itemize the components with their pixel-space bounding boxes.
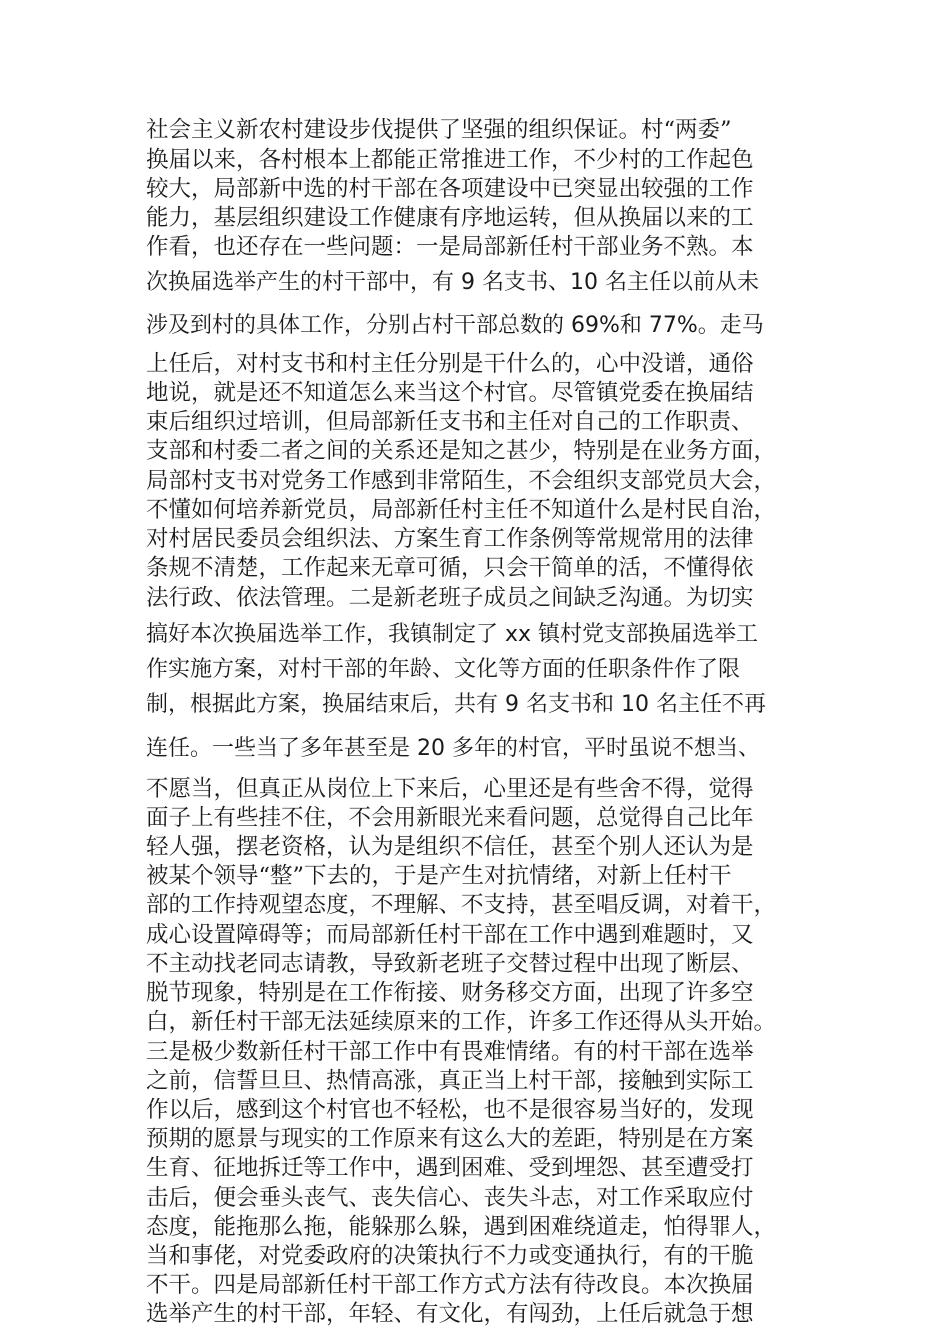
text-line: 作实施方案，对村干部的年龄、文化等方面的任职条件作了限 [146,657,741,682]
text-line: 局部村支书对党务工作感到非常陌生，不会组织支部党员大会， [146,468,777,494]
text-line: 作以后，感到这个村官也不轻松，也不是很容易当好的，发现 [146,1097,754,1123]
text-line: 击后，便会垂头丧气、丧失信心、丧失斗志，对工作采取应付 [146,1185,754,1211]
text-line: 制，根据此方案，换届结束后，共有 9 名支书和 10 名主任不再 [146,692,766,717]
text-line: 预期的愿景与现实的工作原来有这么大的差距，特别是在方案 [146,1126,754,1152]
text-line: 不主动找老同志请教，导致新老班子交替过程中出现了断层、 [146,951,754,977]
text-line: 换届以来，各村根本上都能正常推进工作，不少村的工作起色 [146,147,754,173]
text-line: 涉及到村的具体工作，分别占村干部总数的 69%和 77%。走马 [146,313,764,338]
text-line: 轻人强，摆老资格，认为是组织不信任，甚至个别人还认为是 [146,834,754,860]
text-line: 脱节现象，特别是在工作衔接、财务移交方面，出现了许多空 [146,980,754,1006]
text-line: 态度，能拖那么拖，能躲那么躲，遇到困难绕道走，怕得罪人， [146,1214,777,1240]
text-line: 上任后，对村支书和村主任分别是干什么的，心中没谱，通俗 [146,351,754,377]
text-line: 对村居民委员会组织法、方案生育工作条例等常规常用的法律 [146,526,754,552]
text-line: 搞好本次换届选举工作，我镇制定了 xx 镇村党支部换届选举工 [146,622,759,647]
text-line: 次换届选举产生的村干部中，有 9 名支书、10 名主任以前从未 [146,270,759,295]
text-line: 面子上有些挂不住，不会用新眼光来看问题，总觉得自己比年 [146,805,754,831]
text-line: 不懂如何培养新党员，局部新任村主任不知道什么是村民自治， [146,497,777,523]
text-line: 之前，信誓旦旦、热情高涨，真正当上村干部，接触到实际工 [146,1068,754,1094]
text-line: 生育、征地拆迁等工作中，遇到困难、受到埋怨、甚至遭受打 [146,1155,754,1181]
text-line: 支部和村委二者之间的关系还是知之甚少，特别是在业务方面， [146,438,777,464]
text-line: 不干。四是局部新任村干部工作方式方法有待改良。本次换届 [146,1272,754,1298]
text-line: 社会主义新农村建设步伐提供了坚强的组织保证。村“两委” [146,117,732,143]
text-line: 地说，就是还不知道怎么来当这个村官。尽管镇党委在换届结 [146,380,754,406]
text-line: 连任。一些当了多年甚至是 20 多年的村官，平时虽说不想当、 [146,736,760,761]
text-line: 能力，基层组织建设工作健康有序地运转，但从换届以来的工 [146,205,754,231]
text-line: 白，新任村干部无法延续原来的工作，许多工作还得从头开始。 [146,1009,777,1035]
text-line: 成心设置障碍等；而局部新任村干部在工作中遇到难题时，又 [146,922,754,948]
text-line: 部的工作持观望态度，不理解、不支持，甚至唱反调，对着干， [146,892,777,918]
text-line: 条规不清楚，工作起来无章可循，只会干简单的活，不懂得依 [146,555,754,581]
text-line: 当和事佬，对党委政府的决策执行不力或变通执行，有的干脆 [146,1243,754,1269]
text-line: 束后组织过培训，但局部新任支书和主任对自己的工作职责、 [146,409,754,435]
text-line: 被某个领导“整”下去的，于是产生对抗情绪，对新上任村干 [146,863,732,889]
text-line: 选举产生的村干部，年轻、有文化，有闯劲，上任后就急于想 [146,1301,754,1327]
text-line: 三是极少数新任村干部工作中有畏难情绪。有的村干部在选举 [146,1039,754,1065]
text-line: 较大，局部新中选的村干部在各项建设中已突显出较强的工作 [146,176,754,202]
text-line: 法行政、依法管理。二是新老班子成员之间缺乏沟通。为切实 [146,585,754,611]
text-line: 作看，也还存在一些问题：一是局部新任村干部业务不熟。本 [146,234,754,260]
text-line: 不愿当，但真正从岗位上下来后，心里还是有些舍不得，觉得 [146,776,754,802]
